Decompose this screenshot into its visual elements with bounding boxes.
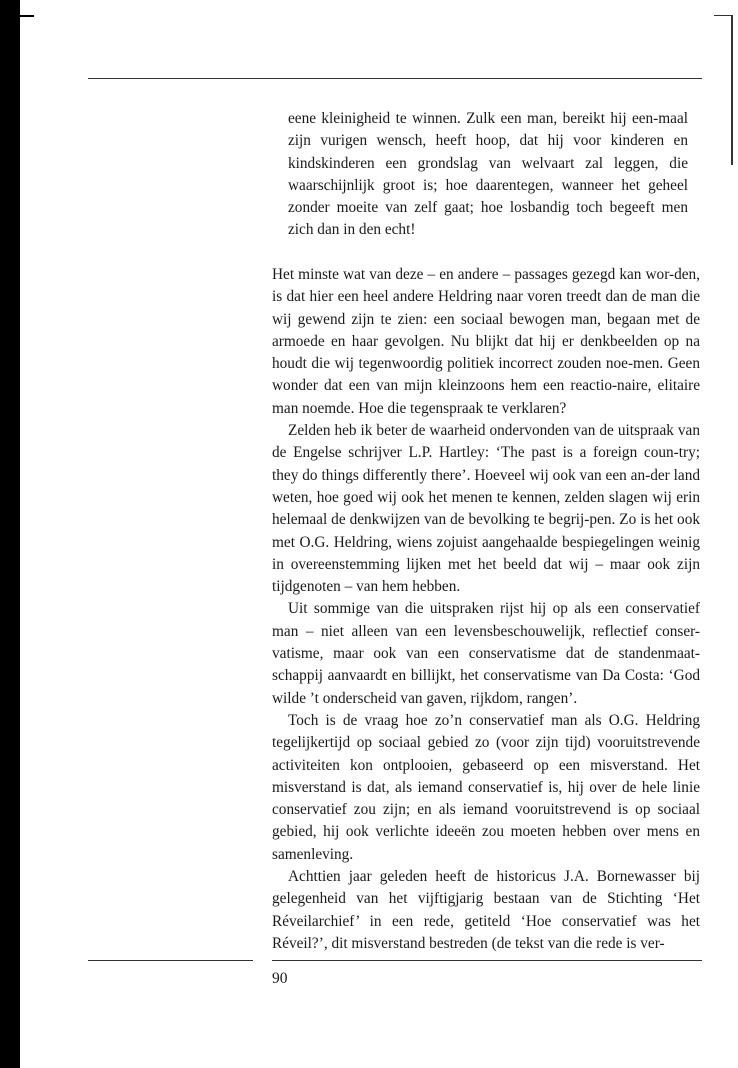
paragraph-3: Uit sommige van die uitspraken rijst hij op als een conservatief man – niet alleen van een levensbeschouwelijk, reflectief conser-vatisme, maar ook van een conservatisme dat de standenmaat-schappij aanvaardt en billijkt, het conservatisme van Da Costa: ‘God wilde ’t onderscheid van gaven, rijkdom, rangen’.	[272, 600, 700, 707]
block-quote	[288, 108, 688, 242]
scan-edge-bar	[0, 0, 20, 1068]
paragraph-4: Toch is de vraag hoe zo’n conservatief man als O.G. Heldring tegelijkertijd op sociaal gebied zo (voor zijn tijd) vooruitstrevende activiteiten kon ontplooien, gebaseerd op een misverstand. Het misverstand is dat, als iemand conservatief is, hij over de hele linie conservatief zou zijn; en als iemand vooruitstrevend is op sociaal gebied, hij ook verlichte ideeën zou moeten hebben over mens en samenleving.	[272, 711, 700, 863]
page-number: 90	[272, 970, 288, 987]
footer-rule-left	[88, 960, 253, 961]
paragraph-2: Zelden heb ik beter de waarheid ondervonden van de uitspraak van de Engelse schrijver L.P. Hartley: ‘The past is a foreign coun-try; they do things differently there’. Hoeveel wij ook van een an-der land weten, hoe goed wij ook het menen te kennen, zelden slagen wij erin helemaal de denkwijzen van de bevolking te begrij-pen. Zo is het ook met O.G. Heldring, wiens zojuist aangehaalde bespiegelingen weinig in overeenstemming lijken met het beeld dat wij – maar ook zijn tijdgenoten – van hem hebben.	[272, 422, 700, 596]
crop-mark-top-left	[0, 15, 34, 17]
body-text	[272, 264, 700, 955]
crop-mark-top-right-vertical	[731, 15, 733, 165]
quote-text: eene kleinigheid te winnen. Zulk een man, bereikt hij een-maal zijn vurigen wensch, heeft hoop, dat hij voor kinderen en kindskinderen een grondslag van welvaart zal leggen, die waarschijnlijk groot is; hoe daarentegen, wanneer het geheel zonder moeite van zelf gaat; hoe losbandig toch begeeft men zich dan in den echt!	[288, 110, 688, 239]
paragraph-1: Het minste wat van deze – en andere – passages gezegd kan wor-den, is dat hier een heel andere Heldring naar voren treedt dan de man die wij gewend zijn te zien: een sociaal bewogen man, begaan met de armoede en haar gevolgen. Nu blijkt dat hij er denkbeelden op na houdt die wij tegenwoordig politiek incorrect zouden noe-men. Geen wonder dat een van mijn kleinzoons hem een reactio-naire, elitaire man noemde. Hoe die tegenspraak te verklaren?	[272, 266, 700, 417]
header-rule	[88, 78, 702, 79]
paragraph-5: Achttien jaar geleden heeft de historicus J.A. Bornewasser bij gelegenheid van het vijftigjarig bestaan van de Stichting ‘Het Réveilarchief’ in een rede, getiteld ‘Hoe conservatief was het Réveil?’, dit misverstand bestreden (de tekst van die rede is ver-	[272, 868, 700, 952]
footer-rule-right	[272, 960, 702, 961]
